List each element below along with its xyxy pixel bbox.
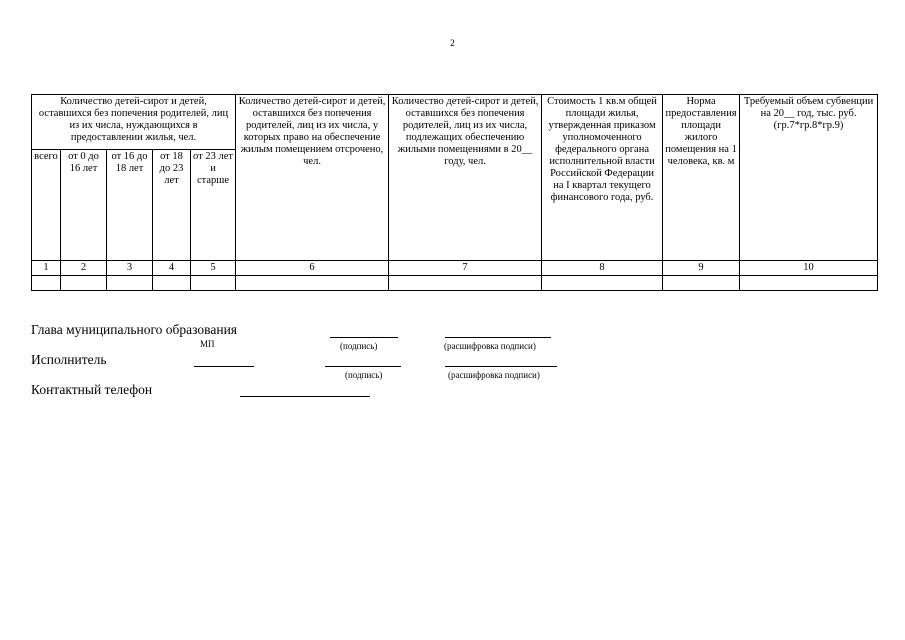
phone-line[interactable]: [240, 396, 370, 397]
executor-signature-caption: (подпись): [345, 370, 383, 380]
column-number: 6: [236, 261, 389, 276]
head-decode-line[interactable]: [445, 337, 551, 338]
data-cell[interactable]: [191, 276, 236, 291]
subsidy-table: [31, 94, 878, 291]
subheader-18-23: от 18 до 23 лет: [153, 150, 191, 261]
subheader-0-16: от 0 до 16 лет: [61, 150, 107, 261]
subheader-16-18: от 16 до 18 лет: [107, 150, 153, 261]
column-number: 9: [663, 261, 740, 276]
header-subsidy-volume: Требуемый объем субвенции на 20__ год, тыс. руб. (гр.7*гр.8*гр.9): [740, 95, 878, 261]
data-cell[interactable]: [153, 276, 191, 291]
column-number: 4: [153, 261, 191, 276]
column-number: 8: [542, 261, 663, 276]
header-cost-per-sqm: Стоимость 1 кв.м общей площади жилья, утвержденная приказом уполномоченного федерального органа исполнительной власти Российской Федерации на I квартал текущего финансового года, руб.: [542, 95, 663, 261]
data-cell[interactable]: [107, 276, 153, 291]
mp-label: МП: [200, 339, 215, 349]
column-number: 2: [61, 261, 107, 276]
data-row: [32, 276, 878, 291]
data-cell[interactable]: [389, 276, 542, 291]
data-cell[interactable]: [542, 276, 663, 291]
executor-position-line[interactable]: [194, 366, 254, 367]
column-number: 1: [32, 261, 61, 276]
header-deferred: Количество детей-сирот и детей, оставшихся без попечения родителей, лиц из их числа, у которых право на обеспечение жилым помещением отсрочено, чел.: [236, 95, 389, 261]
executor-decode-caption: (расшифровка подписи): [448, 370, 540, 380]
phone-label: Контактный телефон: [31, 382, 153, 397]
header-to-provide: Количество детей-сирот и детей, оставшихся без попечения родителей, лиц из их числа, подлежащих обеспечению жилыми помещениями в 20__ году, чел.: [389, 95, 542, 261]
page-number: 2: [450, 38, 455, 48]
column-numbers-row: [32, 261, 878, 276]
head-signature-caption: (подпись): [340, 341, 378, 351]
column-number: 3: [107, 261, 153, 276]
executor-decode-line[interactable]: [445, 366, 557, 367]
header-children-count: Количество детей-сирот и детей, оставшихся без попечения родителей, лиц из их числа, нуждающихся в предоставлении жилья, чел.: [32, 95, 236, 150]
column-number: 10: [740, 261, 878, 276]
head-decode-caption: (расшифровка подписи): [444, 341, 536, 351]
data-cell[interactable]: [663, 276, 740, 291]
subheader-total: всего: [32, 150, 61, 261]
subheader-23-plus: от 23 лет и старше: [191, 150, 236, 261]
header-row-1: [32, 95, 878, 150]
column-number: 5: [191, 261, 236, 276]
data-cell[interactable]: [236, 276, 389, 291]
head-label: Глава муниципального образования: [31, 322, 238, 337]
data-cell[interactable]: [32, 276, 61, 291]
head-signature-line[interactable]: [330, 337, 398, 338]
executor-signature-line[interactable]: [325, 366, 401, 367]
data-cell[interactable]: [740, 276, 878, 291]
column-number: 7: [389, 261, 542, 276]
header-area-norm: Норма предоставления площади жилого помещения на 1 человека, кв. м: [663, 95, 740, 261]
executor-label: Исполнитель: [31, 352, 107, 367]
data-cell[interactable]: [61, 276, 107, 291]
